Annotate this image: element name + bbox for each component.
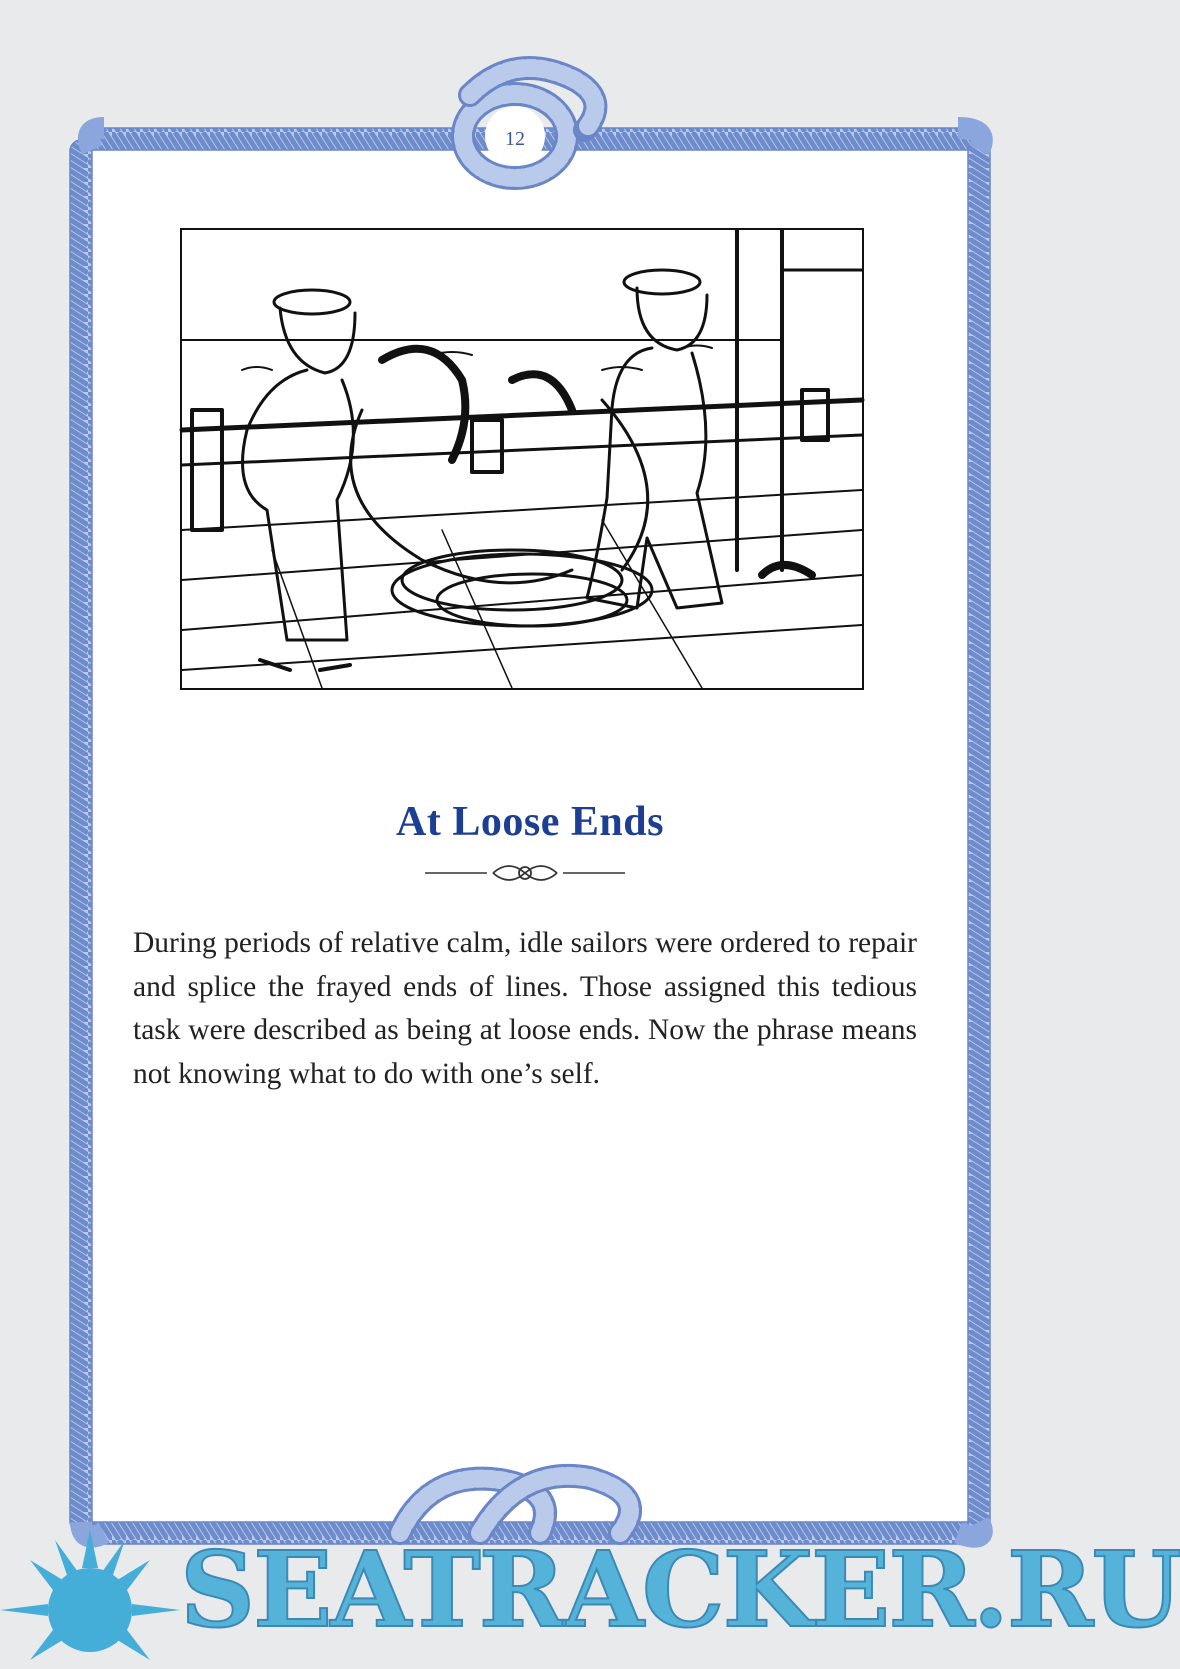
sailors-illustration (180, 228, 864, 690)
knot-divider-icon (425, 858, 625, 888)
body-paragraph: During periods of relative calm, idle sailors were ordered to repair and splice the frayed ends of lines. Those assigned this tedious task were described as being at loose ends. Now the phrase means not knowing what to do with one’s self. (133, 927, 917, 1090)
page-title: At Loose Ends (396, 799, 664, 846)
watermark-text: SEATRACKER.RU (180, 1528, 1180, 1651)
two-sailors-coiling-rope-on-deck-icon (182, 230, 862, 688)
page-number: 12 (505, 128, 525, 150)
